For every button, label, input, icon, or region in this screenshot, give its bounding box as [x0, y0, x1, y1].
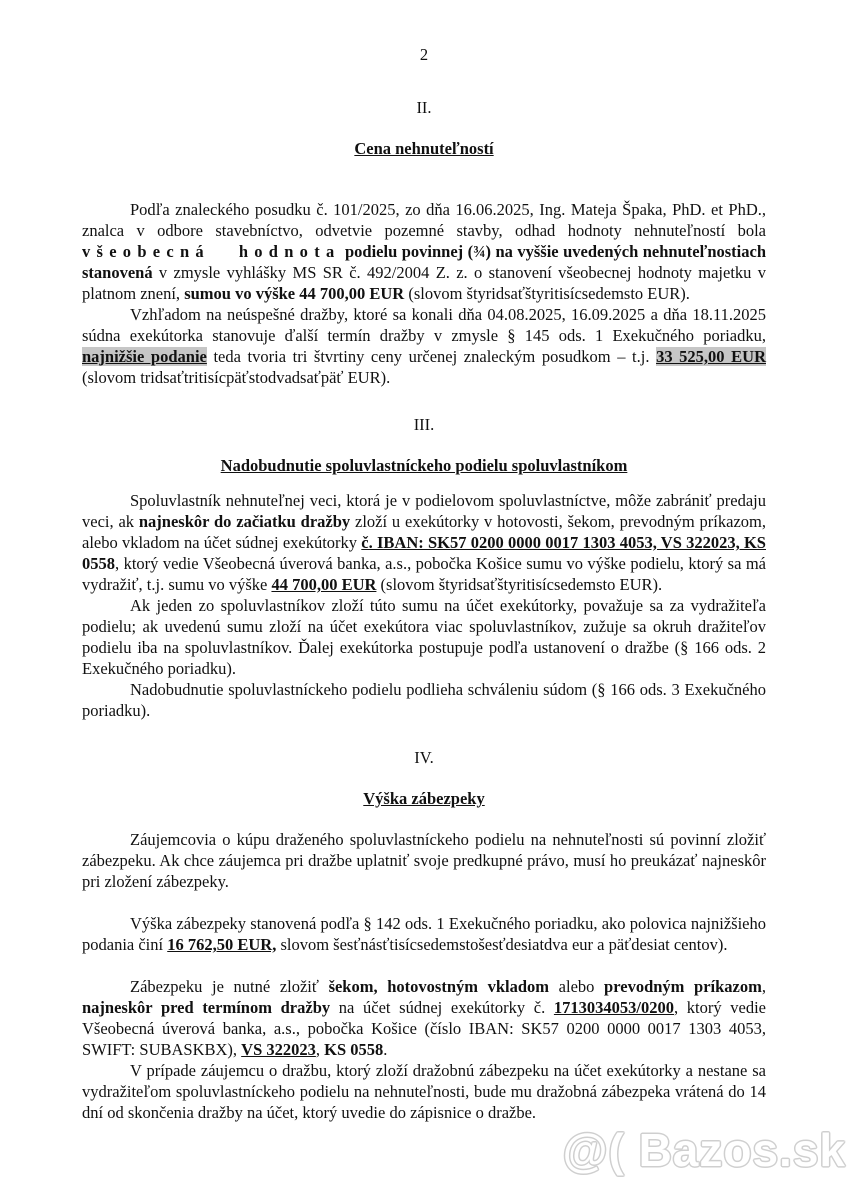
- text-run: 0558: [82, 554, 115, 573]
- section-nadobudnutie-podielu: [82, 414, 766, 721]
- text-run: na účet súdnej exekútorky č.: [330, 998, 554, 1017]
- text-run: (slovom štyridsaťštyritisícsedemsto EUR).: [404, 284, 690, 303]
- text-run: Vzhľadom na neúspešné dražby, ktoré sa konali dňa 04.08.2025, 16.09.2025 a dňa 18.11.2025 súdna exekútorka stanovuje ďalší termín dražby v zmysle § 145 ods. 1 Exekučného poriadku,: [82, 305, 766, 345]
- text-run: Spoluvlastník nehnuteľnej veci, ktorá je v podielovom spoluvlastníctve, môže zabrániť predaju veci, ak: [82, 491, 766, 531]
- text-run: podielu povinnej (¾) na vyššie uvedených nehnuteľnostiach stanovená: [82, 242, 766, 282]
- paragraph: [82, 1060, 766, 1123]
- text-run: ,: [761, 977, 767, 996]
- text-run: (slovom tridsaťtritisícpäťstodvadsaťpäť EUR).: [82, 368, 391, 387]
- text-run: Podľa znaleckého posudku č. 101/2025, zo dňa 16.06.2025, Ing. Mateja Špaka, PhD. et PhD., znalca v odbore stavebníctvo, odvetvie pozemné stavby, odhad hodnoty nehnuteľností bola: [82, 200, 766, 240]
- section-title: Výška zábezpeky: [363, 789, 485, 808]
- section-vyska-zabezpeky: [82, 747, 766, 1123]
- text-run: sumou vo výške 44 700,00 EUR: [184, 284, 405, 303]
- text-run: 16 762,50 EUR,: [167, 935, 277, 954]
- paragraph: [82, 976, 766, 1060]
- paragraph: [82, 829, 766, 892]
- text-run: .: [383, 1040, 388, 1059]
- text-run: najnižšie podanie: [82, 347, 207, 366]
- section-numeral: IV.: [414, 748, 434, 767]
- section-cena-nehnutelnosti: [82, 97, 766, 388]
- text-run: , ktorý vedie Všeobecná úverová banka, a.s., pobočka Košice (číslo IBAN: SK57 0200 0000 0017 1303 4053, SWIFT: SUBASKBX),: [82, 998, 767, 1059]
- text-run: šekom, hotovostným vkladom: [328, 977, 550, 996]
- paragraph: [82, 679, 766, 721]
- text-run: prevodným príkazom: [604, 977, 762, 996]
- paragraph: [82, 913, 766, 955]
- text-run: alebo: [549, 977, 605, 996]
- text-run: Zábezpeku je nutné zložiť: [130, 977, 329, 996]
- text-run: zloží u exekútorky v hotovosti, šekom, prevodným príkazom, alebo vkladom na účet súdnej exekútorky: [82, 512, 766, 552]
- text-run: 33 525,00 EUR: [656, 347, 766, 366]
- text-run: (slovom štyridsaťštyritisícsedemsto EUR).: [376, 575, 663, 594]
- paragraph: [82, 304, 766, 388]
- text-run: Záujemcovia o kúpu draženého spoluvlastníckeho podielu na nehnuteľnosti sú povinní zložiť zábezpeku. Ak chce záujemca pri dražbe uplatniť svoje predkupné právo, musí ho preukázať najneskôr pri zložení zábezpeky.: [82, 830, 766, 891]
- text-run: všeobecná hodnota: [82, 242, 341, 261]
- section-numeral: II.: [416, 98, 432, 117]
- text-run: slovom šesťnásťtisícsedemstošesťdesiatdva eur a päťdesiat centov).: [276, 935, 728, 954]
- text-run: 44 700,00 EUR: [271, 575, 377, 594]
- paragraph: [82, 199, 766, 304]
- text-run: najneskôr pred termínom dražby: [82, 998, 331, 1017]
- text-run: č. IBAN: SK57 0200 0000 0017 1303 4053, VS 322023, KS: [361, 533, 766, 552]
- text-run: , ktorý vedie Všeobecná úverová banka, a.s., pobočka Košice sumu vo výške podielu, ktorý sa má vydražiť, t.j. sumu vo výške: [82, 554, 766, 594]
- paragraph: [82, 490, 766, 595]
- text-run: KS 0558: [324, 1040, 384, 1059]
- text-run: ,: [315, 1040, 325, 1059]
- paragraph: [82, 595, 766, 679]
- text-run: najneskôr do začiatku dražby: [138, 512, 351, 531]
- section-title: Cena nehnuteľností: [354, 139, 494, 158]
- text-run: VS 322023: [241, 1040, 316, 1059]
- text-run: V prípade záujemcu o dražbu, ktorý zloží dražobnú zábezpeku na účet exekútorky a nestane sa vydražiteľom spoluvlastníckeho podielu na nehnuteľnosti, bude mu dražobná zábezpeka vrátená do 14 dní od skončenia dražby na účet, ktorý uvedie do zápisnice o dražbe.: [82, 1061, 766, 1122]
- section-title: Nadobudnutie spoluvlastníckeho podielu spoluvlastníkom: [220, 456, 628, 475]
- text-run: 1713034053/0200: [553, 998, 674, 1017]
- page-number: 2: [419, 45, 429, 64]
- text-run: Výška zábezpeky stanovená podľa § 142 ods. 1 Exekučného poriadku, ako polovica najnižšieho podania činí: [82, 914, 766, 954]
- section-numeral: III.: [413, 415, 435, 434]
- bazos-watermark: @( Bazos.sk: [562, 1124, 846, 1176]
- text-run: Ak jeden zo spoluvlastníkov zloží túto sumu na účet exekútorky, považuje sa za vydražiteľa podielu; ak uvedenú sumu zloží na účet exekútora viac spoluvlastníkov, zužuje sa okruh dražiteľov podielu iba na spoluvlastníkov. Ďalej exekútorka postupuje podľa ustanovení o dražbe (§ 166 ods. 2 Exekučného poriadku).: [82, 596, 766, 678]
- text-run: teda tvoria tri štvrtiny ceny určenej znaleckým posudkom – t.j.: [206, 347, 657, 366]
- text-run: v zmysle vyhlášky MS SR č. 492/2004 Z. z. o stanovení všeobecnej hodnoty majetku v platnom znení,: [82, 263, 766, 303]
- text-run: Nadobudnutie spoluvlastníckeho podielu podlieha schváleniu súdom (§ 166 ods. 3 Exekučného poriadku).: [82, 680, 766, 720]
